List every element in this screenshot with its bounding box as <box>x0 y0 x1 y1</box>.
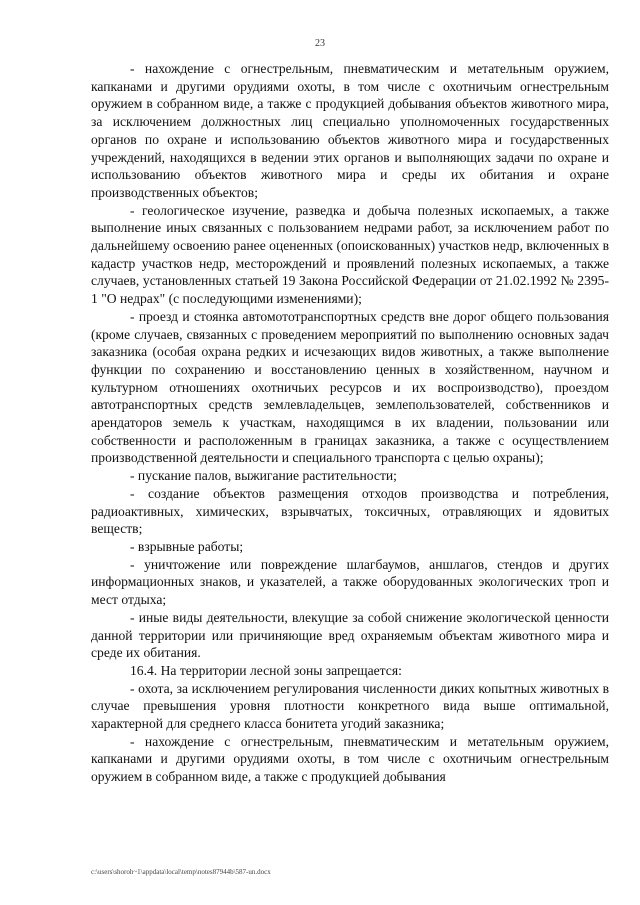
paragraph: - проезд и стоянка автомототранспортных средств вне дорог общего пользования (кроме случаев, связанных с проведением мероприятий по выполнению основных задач заказника (особая охрана редких и исчезающих видов животных, а также выполнение функции по сохранению и восстановлению ценных в хозяйственном, научном и культурном отношениях охотничьих ресурсов и их воспроизводство), проездом автотранспортных средств землевладельцев, землепользователей, собственников и арендаторов земель к участкам, находящимся в их владении, пользовании или собственности и расположенным в границах заказника, а также с осуществлением производственной деятельности и специального транспорта с целью охраны); <box>91 308 609 466</box>
document-body <box>91 60 609 786</box>
footer-file-path: c:\users\shoroh~1\appdata\local\temp\notes87944b\587-un.docx <box>91 868 271 876</box>
paragraph: - нахождение с огнестрельным, пневматическим и метательным оружием, капканами и другими орудиями охоты, в том числе с охотничьим огнестрельным оружием в собранном виде, а также с продукцией добывания объектов животного мира, за исключением должностных лиц специально уполномоченных государственных органов по охране и использованию объектов животного мира и государственных учреждений, находящихся в ведении этих органов и выполняющих задачи по охране и использованию объектов животного мира и среды их обитания и охране производственных объектов; <box>91 61 609 200</box>
paragraph: - взрывные работы; <box>130 538 244 554</box>
paragraph: - охота, за исключением регулирования численности диких копытных животных в случае превышения уровня плотности конкретного вида выше оптимальной, характерной для среднего класса бонитета угодий заказника; <box>91 680 609 732</box>
paragraph: - иные виды деятельности, влекущие за собой снижение экологической ценности данной территории или причиняющие вред охраняемым объектам животного мира и среде их обитания. <box>91 609 609 661</box>
section-heading: 16.4. На территории лесной зоны запрещается: <box>130 662 402 678</box>
paragraph: - геологическое изучение, разведка и добыча полезных ископаемых, а также выполнение иных связанных с пользованием недрами работ, за исключением работ по дальнейшему освоению ранее оцененных (опоискованных) участков недр, включенных в кадастр участков недр, месторождений и проявлений полезных ископаемых, а также случаев, установленных статьей 19 Закона Российской Федерации от 21.02.1992 № 2395-1 "О недрах" (с последующими изменениями); <box>91 202 609 307</box>
paragraph: - уничтожение или повреждение шлагбаумов, аншлагов, стендов и других информационных знаков, и указателей, а также оборудованных экологических троп и мест отдыха; <box>91 556 609 608</box>
page-number: 23 <box>315 38 325 49</box>
paragraph: - создание объектов размещения отходов производства и потребления, радиоактивных, химических, взрывчатых, токсичных, отравляющих и ядовитых веществ; <box>91 485 609 537</box>
paragraph: - нахождение с огнестрельным, пневматическим и метательным оружием, капканами и другими орудиями охоты, в том числе с охотничьим огнестрельным оружием в собранном виде, а также с продукцией добывания <box>91 733 609 785</box>
paragraph: - пускание палов, выжигание растительности; <box>130 468 397 484</box>
